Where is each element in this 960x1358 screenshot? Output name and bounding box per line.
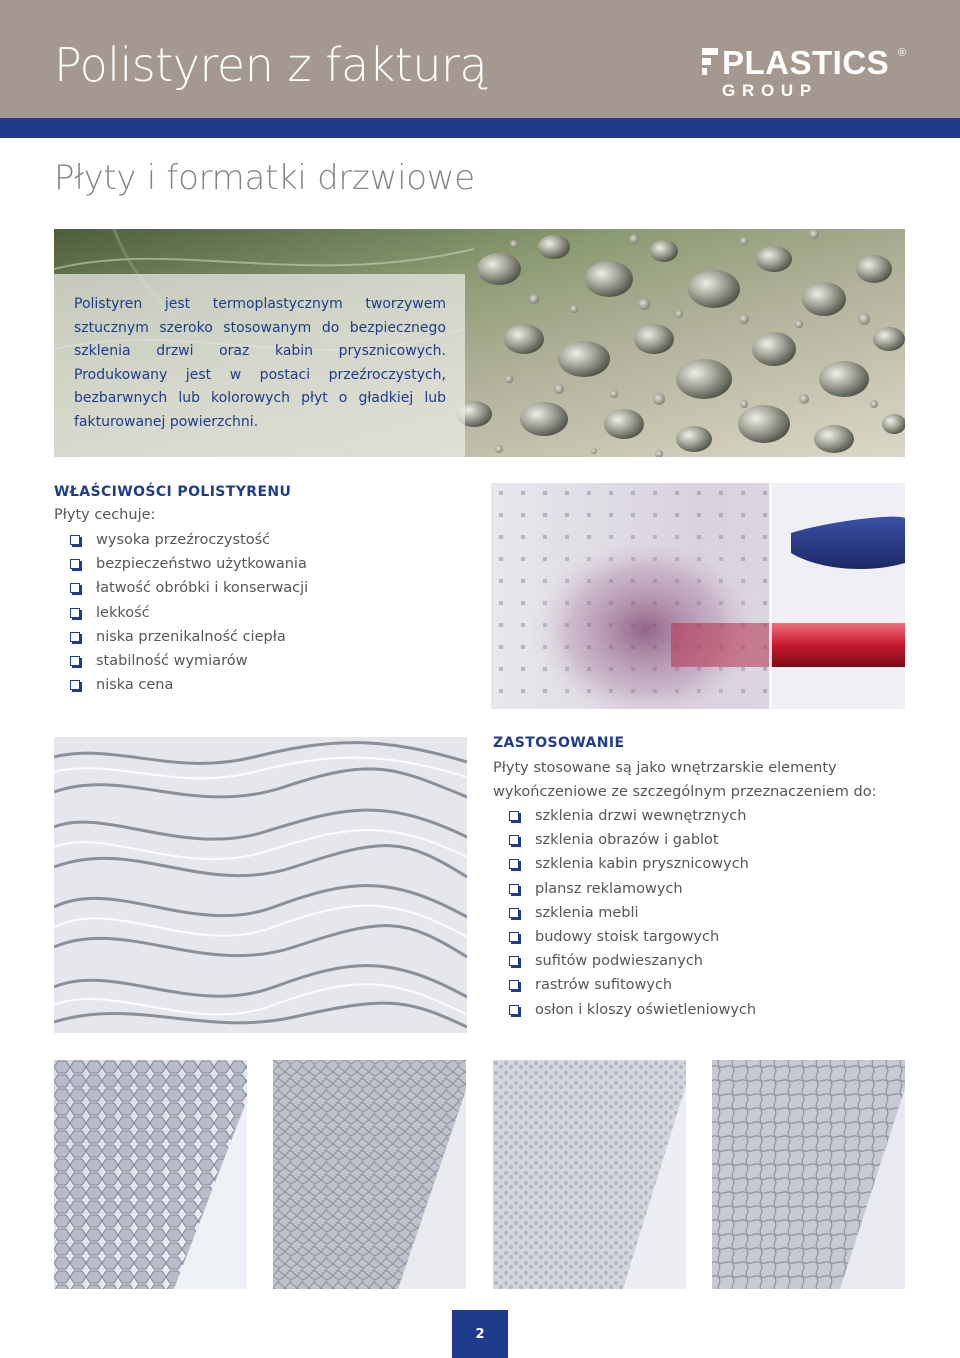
hexagon-texture-sample: [54, 1060, 247, 1289]
checkbox-bullet-icon: [509, 908, 519, 918]
checkbox-bullet-icon: [509, 932, 519, 942]
checkbox-bullet-icon: [509, 859, 519, 869]
properties-heading: WŁAŚCIWOŚCI POLISTYRENU: [54, 484, 292, 500]
dotted-panel-photo: [491, 483, 905, 709]
list-item: wysoka przeźroczystość: [70, 528, 308, 552]
checkbox-bullet-icon: [70, 608, 80, 618]
checkbox-bullet-icon: [509, 956, 519, 966]
list-item: szklenia kabin prysznicowych: [509, 852, 756, 876]
svg-text:PLASTICS: PLASTICS: [722, 44, 890, 81]
applications-heading: ZASTOSOWANIE: [493, 735, 625, 751]
page-title: Polistyren z fakturą: [54, 38, 488, 92]
frosted-texture-sample: [712, 1060, 905, 1289]
list-item: szklenia mebli: [509, 901, 756, 925]
applications-intro: Płyty stosowane są jako wnętrzarskie elementy wykończeniowe ze szczególnym przeznaczeniem do:: [493, 760, 877, 800]
properties-list: [70, 528, 308, 697]
crystal-texture-sample: [273, 1060, 466, 1289]
list-item: bezpieczeństwo użytkowania: [70, 552, 308, 576]
list-item: osłon i kloszy oświetleniowych: [509, 998, 756, 1022]
checkbox-bullet-icon: [509, 980, 519, 990]
list-item: łatwość obróbki i konserwacji: [70, 576, 308, 600]
applications-list: [509, 804, 756, 1022]
list-item: rastrów sufitowych: [509, 973, 756, 997]
pebble-texture-sample: [493, 1060, 686, 1289]
section-title: Płyty i formatki drzwiowe: [54, 158, 475, 198]
properties-intro: Płyty cechuje:: [54, 507, 156, 523]
checkbox-bullet-icon: [70, 583, 80, 593]
hero-description: Polistyren jest termoplastycznym tworzywem sztucznym szeroko stosowanym do bezpiecznego szklenia drzwi oraz kabin prysznicowych. Produkowany jest w postaci przeźroczystych, bezbarwnych lub kolorowych płyt o gładkiej lub fakturowanej powierzchni.: [74, 296, 446, 430]
list-item: stabilność wymiarów: [70, 649, 308, 673]
checkbox-bullet-icon: [509, 835, 519, 845]
checkbox-bullet-icon: [70, 632, 80, 642]
checkbox-bullet-icon: [509, 811, 519, 821]
list-item: szklenia drzwi wewnętrznych: [509, 804, 756, 828]
list-item: sufitów podwieszanych: [509, 949, 756, 973]
list-item: lekkość: [70, 601, 308, 625]
checkbox-bullet-icon: [70, 656, 80, 666]
list-item: niska cena: [70, 673, 308, 697]
page-number: 2: [452, 1310, 508, 1358]
svg-text:®: ®: [898, 47, 907, 59]
list-item: szklenia obrazów i gablot: [509, 828, 756, 852]
list-item: budowy stoisk targowych: [509, 925, 756, 949]
list-item: niska przenikalność ciepła: [70, 625, 308, 649]
checkbox-bullet-icon: [509, 1005, 519, 1015]
header-accent-stripe: [0, 118, 960, 138]
checkbox-bullet-icon: [70, 680, 80, 690]
checkbox-bullet-icon: [70, 559, 80, 569]
wavy-texture-photo: [54, 737, 467, 1033]
checkbox-bullet-icon: [70, 535, 80, 545]
list-item: plansz reklamowych: [509, 877, 756, 901]
checkbox-bullet-icon: [509, 884, 519, 894]
svg-text:G R O U P: G R O U P: [722, 81, 813, 100]
plastics-group-logo: [702, 44, 912, 100]
